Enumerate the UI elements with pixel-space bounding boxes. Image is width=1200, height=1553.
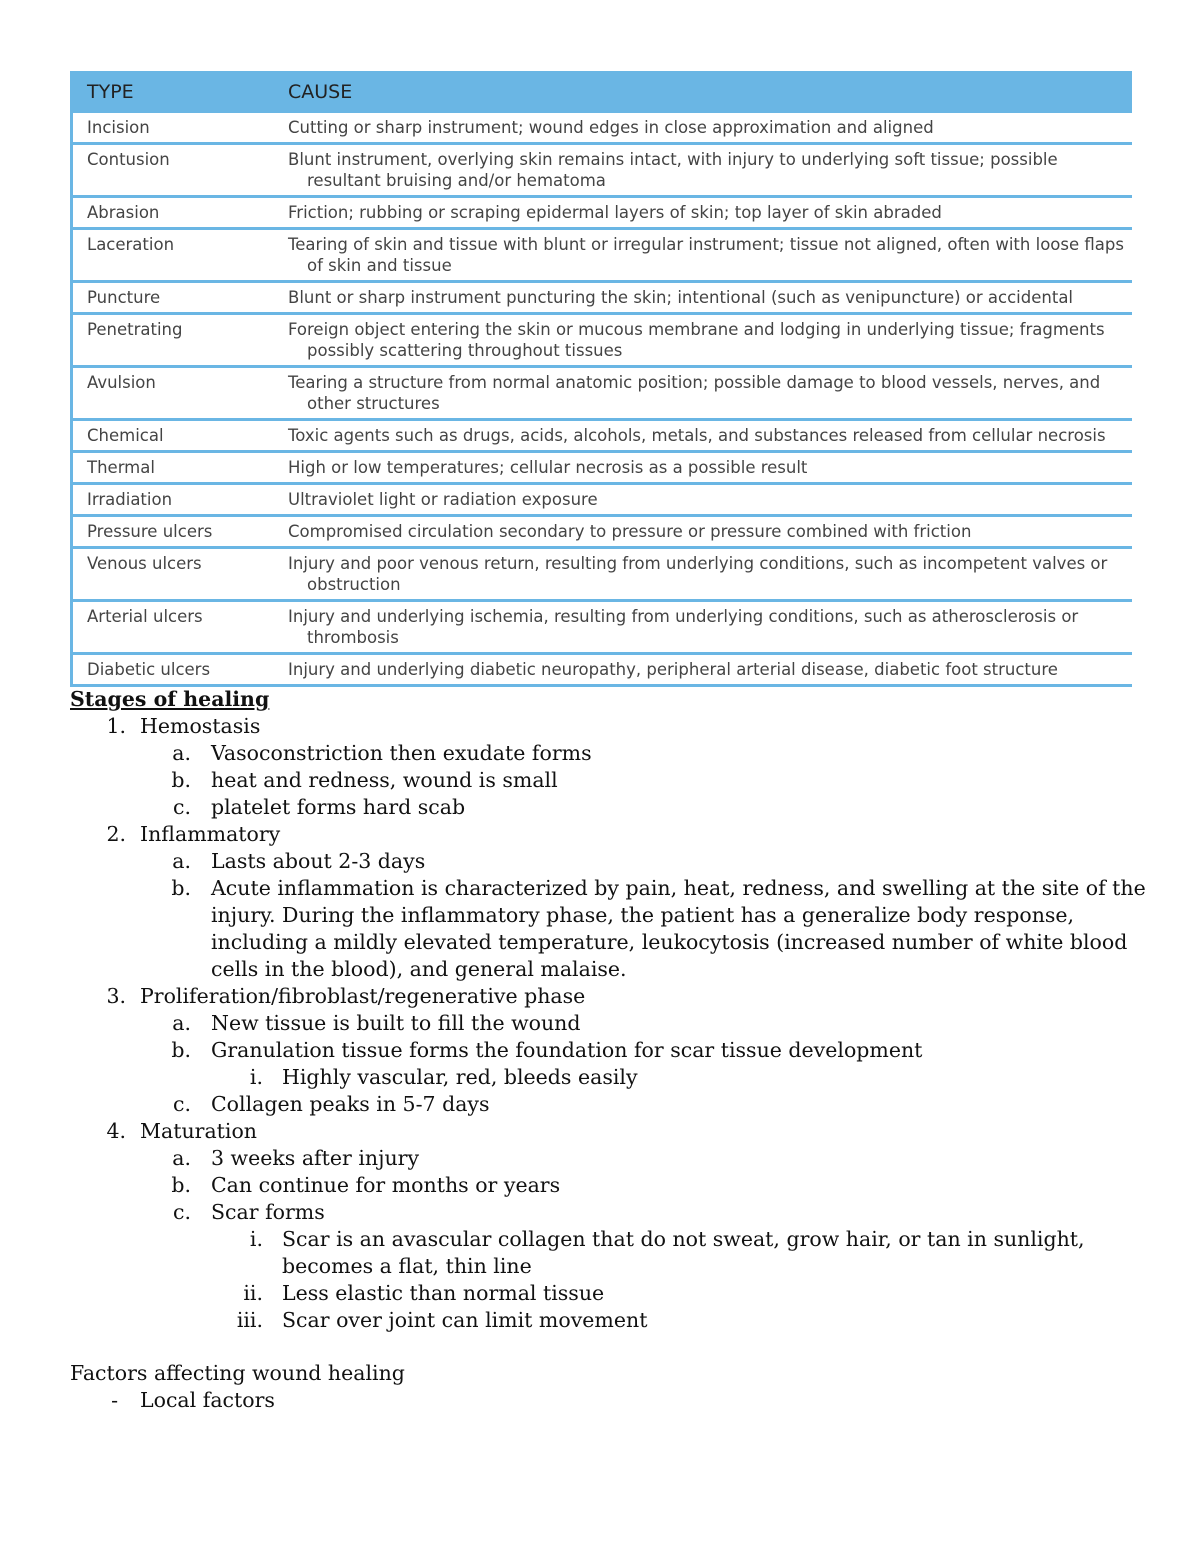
list-item-text: Granulation tissue forms the foundation for scar tissue development — [211, 1038, 923, 1062]
stage-subsublist — [211, 1226, 1150, 1334]
stage-item — [70, 713, 1150, 821]
stage-subitem — [140, 875, 1150, 983]
list-item-text: Scar forms — [211, 1200, 325, 1224]
wound-cause-text: Toxic agents such as drugs, acids, alcohols, metals, and substances released from cellular necrosis — [288, 426, 1106, 445]
wound-cause-text: Compromised circulation secondary to pressure or pressure combined with friction — [288, 522, 972, 541]
table-row — [72, 113, 1133, 144]
list-item-text: Hemostasis — [140, 714, 261, 738]
wound-type-cell: Avulsion — [72, 367, 289, 420]
table-row — [72, 144, 1133, 197]
stage-subitem — [140, 1199, 1150, 1334]
wound-cause-text: Blunt or sharp instrument puncturing the skin; intentional (such as venipuncture) or accidental — [288, 288, 1074, 307]
list-item-text: Vasoconstriction then exudate forms — [211, 741, 592, 765]
list-item-text: Proliferation/fibroblast/regenerative phase — [140, 984, 586, 1008]
list-marker: b. — [171, 876, 191, 900]
list-item-text: New tissue is built to fill the wound — [211, 1011, 581, 1035]
stage-subsublist — [211, 1064, 1150, 1091]
list-marker: ii. — [243, 1281, 263, 1305]
stage-item — [70, 983, 1150, 1118]
list-marker: 1. — [106, 714, 126, 738]
wound-cause-text: Cutting or sharp instrument; wound edges in close approximation and aligned — [288, 118, 934, 137]
stage-item — [70, 821, 1150, 983]
wound-cause-cell — [288, 654, 1132, 686]
list-item-text: platelet forms hard scab — [211, 795, 466, 819]
list-item-text: Scar over joint can limit movement — [282, 1308, 648, 1332]
table-row — [72, 197, 1133, 229]
wound-type-cell: Irradiation — [72, 484, 289, 516]
list-item-text: 3 weeks after injury — [211, 1146, 420, 1170]
stage-sublist — [140, 740, 1150, 821]
wound-type-cell: Incision — [87, 118, 150, 137]
list-item-text: Scar is an avascular collagen that do not sweat, grow hair, or tan in sunlight, becomes a flat, thin line — [282, 1227, 1085, 1278]
notes-section — [70, 686, 1150, 1414]
wound-type-cell: Chemical — [72, 420, 289, 452]
table-row — [72, 548, 1133, 601]
list-marker: b. — [171, 1173, 191, 1197]
wound-cause-cell — [288, 314, 1132, 367]
factor-item — [70, 1387, 1150, 1414]
wound-type-cell: Abrasion — [72, 197, 289, 229]
list-marker: c. — [173, 1200, 191, 1224]
wound-cause-text: Tearing a structure from normal anatomic position; possible damage to blood vessels, nerves, and other structures — [288, 373, 1101, 413]
stages-heading: Stages of healing — [70, 687, 270, 711]
wound-cause-cell — [288, 367, 1132, 420]
list-marker: a. — [172, 1146, 191, 1170]
list-item-text: Local factors — [140, 1388, 275, 1412]
list-marker: b. — [171, 1038, 191, 1062]
wound-cause-text: Blunt instrument, overlying skin remains intact, with injury to underlying soft tissue; possible resultant bruising and/or hematoma — [288, 150, 1058, 190]
list-item-text: Lasts about 2-3 days — [211, 849, 426, 873]
wound-cause-text: Foreign object entering the skin or mucous membrane and lodging in underlying tissue; fragments possibly scattering throughout tissues — [288, 320, 1105, 360]
stage-sublist — [140, 1010, 1150, 1118]
list-item-text: Can continue for months or years — [211, 1173, 561, 1197]
stage-subitem — [140, 794, 1150, 821]
table-row — [72, 420, 1133, 452]
stage-subitem — [140, 1037, 1150, 1091]
stage-subitem — [140, 1010, 1150, 1037]
stage-subsubitem — [211, 1226, 1150, 1280]
wound-cause-cell — [288, 601, 1132, 654]
stage-subitem — [140, 1172, 1150, 1199]
list-marker: a. — [172, 1011, 191, 1035]
table-row — [72, 452, 1133, 484]
list-marker: 3. — [106, 984, 126, 1008]
wound-cause-text: Injury and underlying diabetic neuropathy, peripheral arterial disease, diabetic foot structure — [288, 660, 1058, 679]
wound-cause-cell — [288, 113, 1132, 144]
stage-subsubitem — [211, 1307, 1150, 1334]
list-marker: i. — [249, 1227, 263, 1251]
list-item-text: Maturation — [140, 1119, 258, 1143]
cause-column-header: CAUSE — [288, 71, 1132, 113]
table-row — [72, 367, 1133, 420]
stage-sublist — [140, 1145, 1150, 1334]
wound-cause-text: High or low temperatures; cellular necrosis as a possible result — [288, 458, 808, 477]
list-marker: c. — [173, 795, 191, 819]
stage-subitem — [140, 848, 1150, 875]
list-marker: 2. — [106, 822, 126, 846]
stage-item — [70, 1118, 1150, 1334]
table-row — [72, 484, 1133, 516]
wound-cause-cell — [288, 516, 1132, 548]
wound-cause-cell — [288, 229, 1132, 282]
table-row — [72, 229, 1133, 282]
wound-type-cell: Laceration — [72, 229, 289, 282]
wound-cause-text: Friction; rubbing or scraping epidermal layers of skin; top layer of skin abraded — [288, 203, 942, 222]
wound-cause-cell — [288, 484, 1132, 516]
table-row — [72, 601, 1133, 654]
wound-type-cell: Diabetic ulcers — [72, 654, 289, 686]
wound-cause-cell — [288, 282, 1132, 314]
list-item-text: Highly vascular, red, bleeds easily — [282, 1065, 638, 1089]
wound-cause-cell — [288, 452, 1132, 484]
list-item-text: heat and redness, wound is small — [211, 768, 558, 792]
stage-sublist — [140, 848, 1150, 983]
list-marker: a. — [172, 849, 191, 873]
table-row — [72, 516, 1133, 548]
stage-subsubitem — [211, 1280, 1150, 1307]
type-column-header: TYPE — [72, 71, 289, 113]
table-row — [72, 314, 1133, 367]
wound-cause-cell — [288, 144, 1132, 197]
list-marker: 4. — [106, 1119, 126, 1143]
factors-list — [70, 1387, 1150, 1414]
list-marker: i. — [249, 1065, 263, 1089]
wound-cause-text: Injury and poor venous return, resulting from underlying conditions, such as incompetent valves or obstruction — [288, 554, 1108, 594]
wound-cause-text: Injury and underlying ischemia, resulting from underlying conditions, such as atherosclerosis or thrombosis — [288, 607, 1079, 647]
list-item-text: Inflammatory — [140, 822, 281, 846]
wound-type-cell: Penetrating — [72, 314, 289, 367]
list-marker: iii. — [236, 1308, 263, 1332]
wound-type-cell: Thermal — [72, 452, 289, 484]
wound-type-cell: Contusion — [72, 144, 289, 197]
list-marker: a. — [172, 741, 191, 765]
table-header-row — [72, 71, 1133, 113]
wound-cause-text: Tearing of skin and tissue with blunt or irregular instrument; tissue not aligned, often with loose flaps of skin and tissue — [288, 235, 1124, 275]
stage-subitem — [140, 740, 1150, 767]
wound-type-cell: Arterial ulcers — [72, 601, 289, 654]
list-item-text: Acute inflammation is characterized by pain, heat, redness, and swelling at the site of the injury. During the inflammatory phase, the patient has a generalize body response, including a mildly elevated temperature, leukocytosis (increased number of white blood cells in the blood), and general malaise. — [211, 876, 1146, 981]
wound-cause-cell — [288, 197, 1132, 229]
wound-cause-cell — [288, 548, 1132, 601]
stage-subitem — [140, 1091, 1150, 1118]
list-marker: - — [111, 1388, 118, 1412]
wound-type-cell: Venous ulcers — [72, 548, 289, 601]
wound-cause-text: Ultraviolet light or radiation exposure — [288, 490, 598, 509]
stage-subitem — [140, 767, 1150, 794]
list-item-text: Collagen peaks in 5-7 days — [211, 1092, 490, 1116]
wound-type-cell: Pressure ulcers — [72, 516, 289, 548]
wound-cause-cell — [288, 420, 1132, 452]
list-marker: b. — [171, 768, 191, 792]
table-row — [72, 654, 1133, 686]
wound-type-cell: Puncture — [72, 282, 289, 314]
factors-heading: Factors affecting wound healing — [70, 1361, 405, 1385]
wound-types-table — [70, 71, 1132, 687]
list-item-text: Less elastic than normal tissue — [282, 1281, 605, 1305]
stage-subsubitem — [211, 1064, 1150, 1091]
stage-subitem — [140, 1145, 1150, 1172]
table-row — [72, 282, 1133, 314]
list-marker: c. — [173, 1092, 191, 1116]
stages-list — [70, 713, 1150, 1334]
